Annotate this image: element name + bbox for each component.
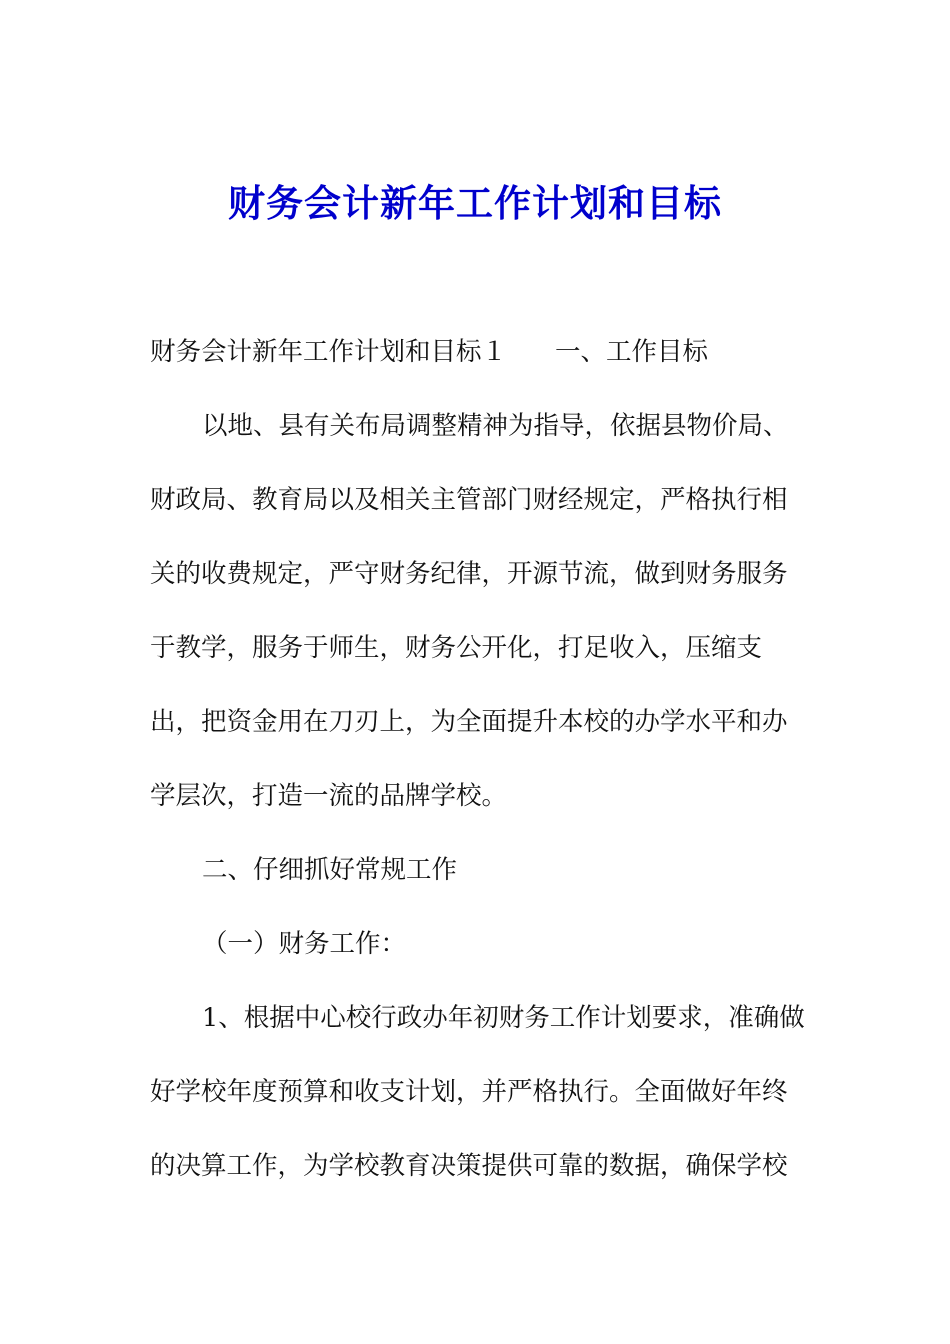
paragraph-line: 于教学，服务于师生，财务公开化，打足收入，压缩支 bbox=[150, 633, 763, 663]
heading-line bbox=[150, 332, 806, 406]
paragraph-line: 出，把资金用在刀刃上，为全面提升本校的办学水平和办 bbox=[150, 707, 788, 737]
document-subtitle: 财务会计新年工作计划和目标１ bbox=[150, 337, 508, 367]
paragraph-line: 1、根据中心校行政办年初财务工作计划要求，准确做 bbox=[202, 1003, 805, 1033]
document-title: 财务会计新年工作计划和目标 bbox=[228, 182, 722, 225]
subsection-heading-finance: （一）财务工作： bbox=[202, 929, 407, 959]
paragraph-line: 学层次，打造一流的品牌学校。 bbox=[150, 781, 508, 811]
section-heading-goals: 一、工作目标 bbox=[555, 337, 709, 367]
paragraph-line: 财政局、教育局以及相关主管部门财经规定，严格执行相 bbox=[150, 485, 788, 515]
paragraph-line: 关的收费规定，严守财务纪律，开源节流，做到财务服务 bbox=[150, 559, 788, 589]
section-heading-routine: 二、仔细抓好常规工作 bbox=[202, 855, 458, 885]
paragraph-line: 以地、县有关布局调整精神为指导，依据县物价局、 bbox=[202, 411, 789, 441]
paragraph-line: 的决算工作，为学校教育决策提供可靠的数据，确保学校 bbox=[150, 1151, 788, 1181]
document-body bbox=[150, 332, 806, 1220]
paragraph-line: 好学校年度预算和收支计划，并严格执行。全面做好年终 bbox=[150, 1077, 788, 1107]
